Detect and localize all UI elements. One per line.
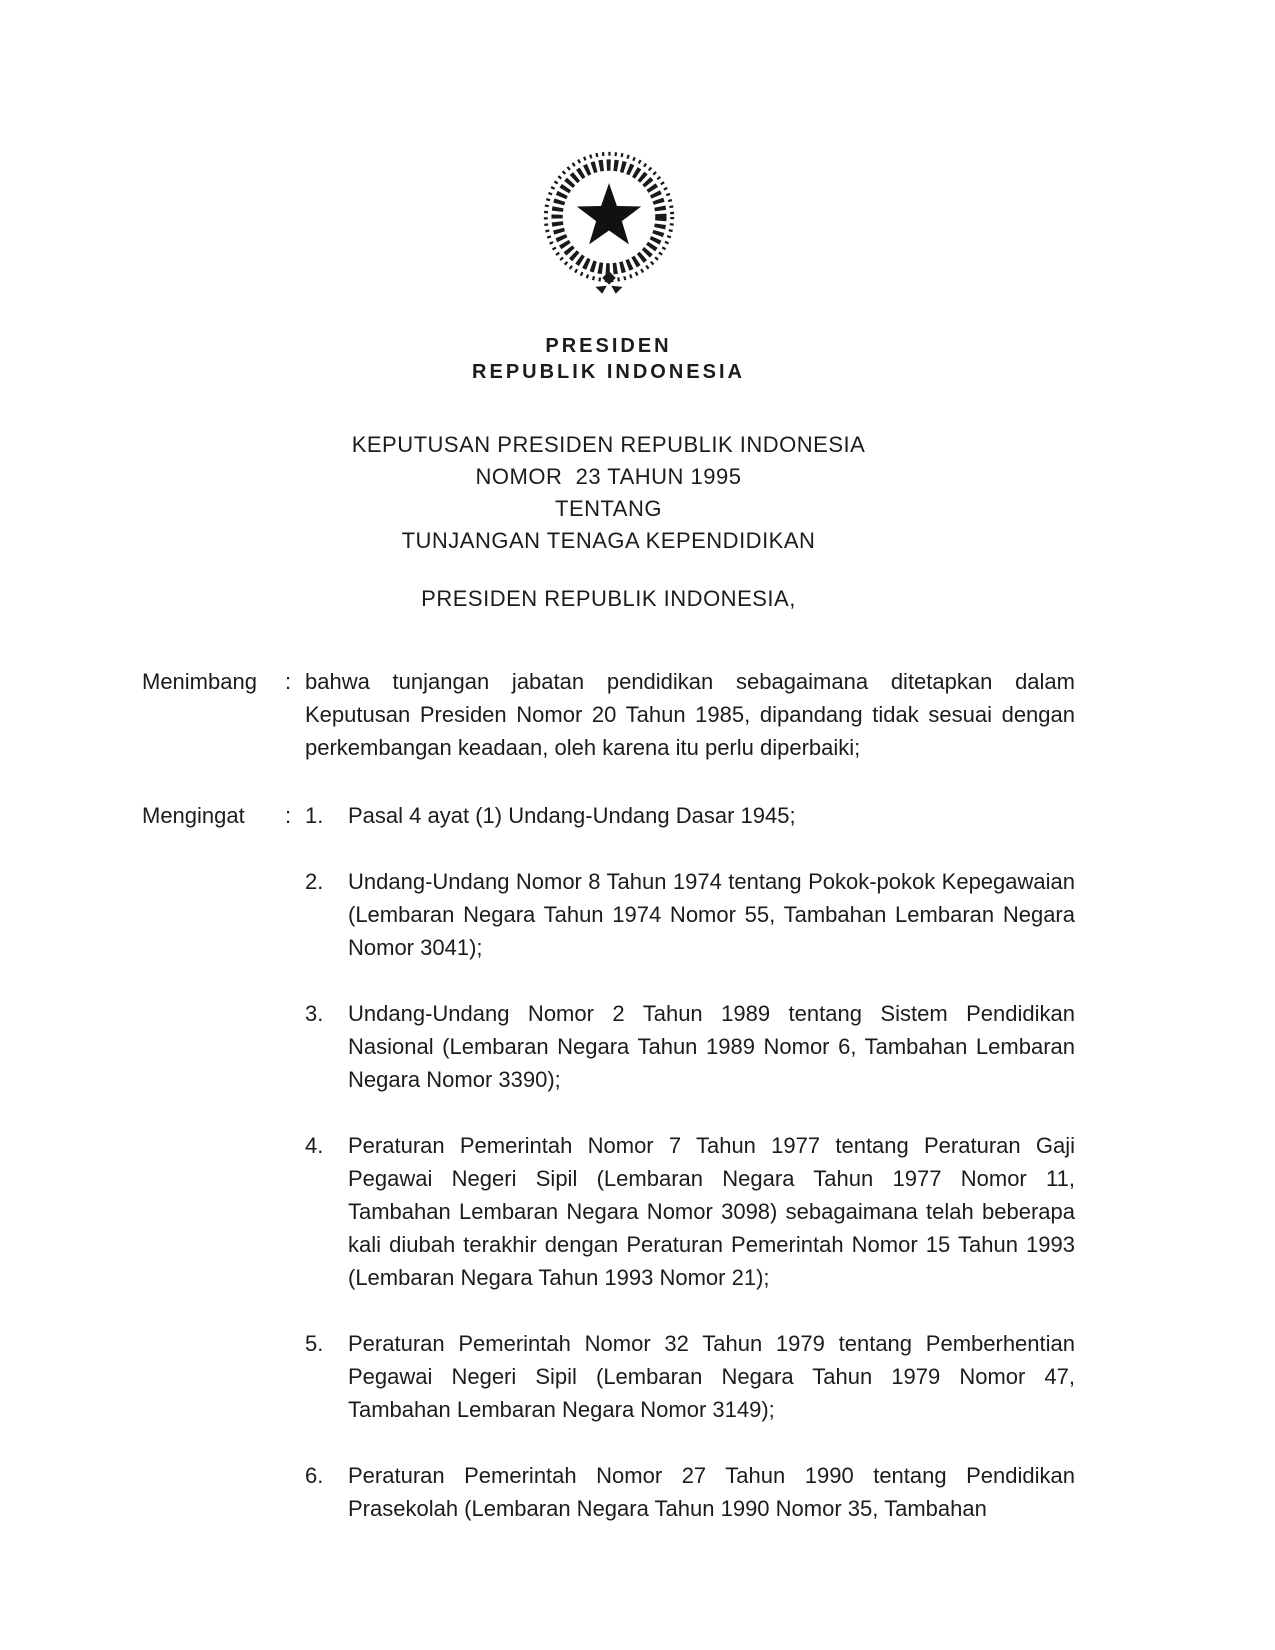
decree-tentang: TENTANG [555,496,662,521]
letterhead [142,333,1075,385]
recalling-items [305,799,1075,1525]
recalling-colon: : [285,803,292,828]
decree-subject: TUNJANGAN TENAGA KEPENDIDIKAN [401,528,816,553]
legal-item-1-text: Pasal 4 ayat (1) Undang-Undang Dasar 1945; [348,803,796,828]
decree-number: NOMOR 23 TAHUN 1995 [475,464,742,489]
considering-clause [142,665,1075,764]
legal-item-2 [305,865,1075,964]
legal-item-6 [305,1459,1075,1525]
legal-item-3-number: 3. [305,1001,324,1026]
legal-item-3 [305,997,1075,1096]
legal-item-4-text: Peraturan Pemerintah Nomor 7 Tahun 1977 tentang Peraturan Gaji Pegawai Negeri Sipil (Lembaran Negara Tahun 1977 Nomor 11, Tambahan Lembaran Negara Nomor 3098) sebagaimana telah beberapa kali diubah terakhir dengan Peraturan Pemerintah Nomor 15 Tahun 1993 (Lembaran Negara Tahun 1993 Nomor 21); [348,1133,1075,1290]
legal-item-6-text: Peraturan Pemerintah Nomor 27 Tahun 1990 tentang Pendidikan Prasekolah (Lembaran Negara Tahun 1990 Nomor 35, Tambahan [348,1463,1075,1521]
legal-item-5 [305,1327,1075,1426]
legal-item-2-number: 2. [305,869,324,894]
letterhead-republik-indonesia: REPUBLIK INDONESIA [472,361,745,383]
legal-item-4-number: 4. [305,1133,324,1158]
letterhead-presiden: PRESIDEN [545,335,672,357]
considering-label: Menimbang [142,669,257,694]
legal-item-6-number: 6. [305,1463,324,1488]
emblem-container [142,138,1075,319]
legal-item-2-text: Undang-Undang Nomor 8 Tahun 1974 tentang Pokok-pokok Kepegawaian (Lembaran Negara Tahun 1974 Nomor 55, Tambahan Lembaran Negara Nomor 3041); [348,869,1075,960]
recalling-clause [142,799,1075,1525]
legal-item-1-number: 1. [305,803,324,828]
legal-item-5-number: 5. [305,1331,324,1356]
presidential-seal-icon [530,138,688,314]
legal-item-3-text: Undang-Undang Nomor 2 Tahun 1989 tentang Sistem Pendidikan Nasional (Lembaran Negara Tahun 1989 Nomor 6, Tambahan Lembaran Negara Nomor 3390); [348,1001,1075,1092]
decree-title-block [142,429,1075,557]
salutation: PRESIDEN REPUBLIK INDONESIA, [421,586,796,611]
considering-colon: : [285,669,292,694]
legal-item-5-text: Peraturan Pemerintah Nomor 32 Tahun 1979 tentang Pemberhentian Pegawai Negeri Sipil (Lembaran Negara Tahun 1979 Nomor 47, Tambahan Lembaran Negara Nomor 3149); [348,1331,1075,1422]
legal-item-4 [305,1129,1075,1294]
recalling-label: Mengingat [142,803,245,828]
decree-title-line1: KEPUTUSAN PRESIDEN REPUBLIK INDONESIA [351,432,866,457]
legal-item-1 [305,799,1075,832]
considering-text: bahwa tunjangan jabatan pendidikan sebagaimana ditetapkan dalam Keputusan Presiden Nomor 20 Tahun 1985, dipandang tidak sesuai dengan perkembangan keadaan, oleh karena itu perlu diperbaiki; [305,669,1075,760]
